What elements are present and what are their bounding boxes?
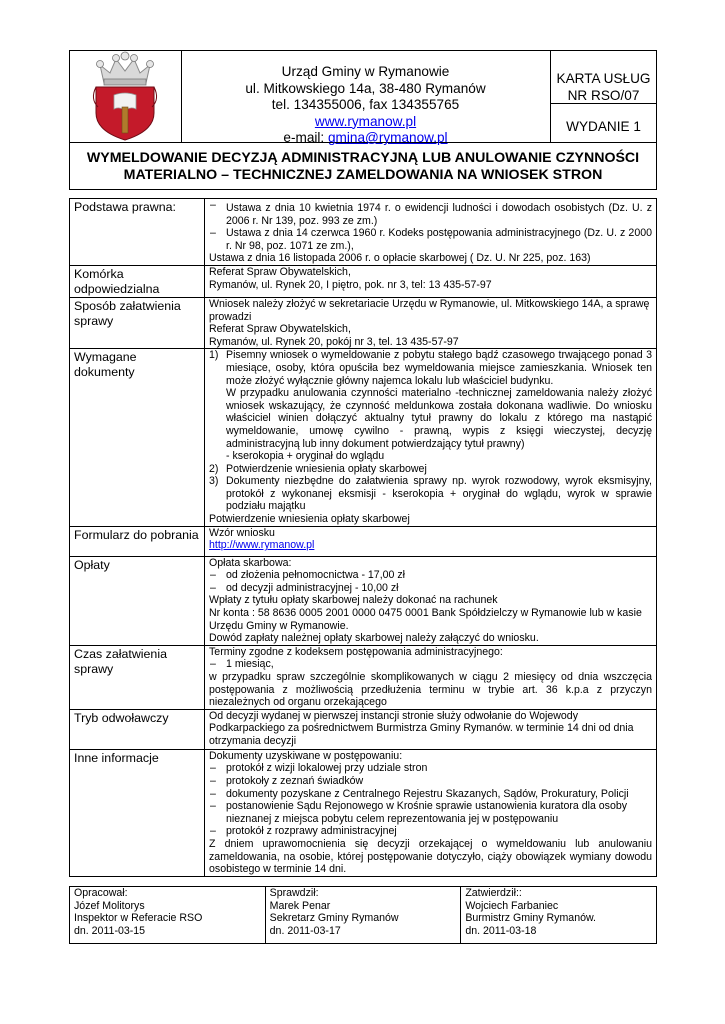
approved-role: Burmistrz Gminy Rymanów. xyxy=(465,912,596,925)
documents-number: 2) xyxy=(209,462,219,475)
other-item: – protokoły z zeznań świadków xyxy=(209,775,652,788)
documents-number: 3) xyxy=(209,475,219,488)
documents-label: Wymagane dokumenty xyxy=(70,349,205,526)
handling-line: Rymanów, ul. Rynek 20, pokój nr 3, tel. 13 435-57-97 xyxy=(209,335,459,348)
title-line-1: WYMELDOWANIE DECYZJĄ ADMINISTRACYJNĄ LUB ANULOWANIE CZYNNOŚCI xyxy=(86,150,640,166)
card-label: KARTA USŁUG xyxy=(556,71,651,86)
crown-icon xyxy=(97,52,154,85)
approved-label: Zatwierdził:: xyxy=(465,887,522,899)
other-item: – dokumenty pozyskane z Centralnego Rejestru Skazanych, Sądów, Prokuratury, Policji xyxy=(209,788,652,801)
documents-item: 3) Dokumenty niezbędne do załatwienia sprawy np. wyrok rozwodowy, wyrok eksmisyjny, protokół z wykonanej eksmisji - kserokopia + oryginał do wglądu, wyrok w sprawie podziału majątku xyxy=(209,475,652,513)
appeal-label: Tryb odwoławczy xyxy=(70,709,205,749)
edition-label: WYDANIE 1 xyxy=(566,119,641,134)
legal-basis-item: Ustawa z dnia 16 listopada 2006 r. o opłacie skarbowej ( Dz. U. Nr 225, poz. 163) xyxy=(209,252,591,265)
handling-line: Referat Spraw Obywatelskich, xyxy=(209,323,351,336)
row-appeal xyxy=(70,709,657,749)
row-handling xyxy=(70,297,657,348)
fees-label: Opłaty xyxy=(70,556,205,645)
email-link[interactable]: gmina@rymanow.pl xyxy=(328,130,448,145)
row-form xyxy=(70,526,657,556)
fees-intro: Opłata skarbowa: xyxy=(209,556,292,569)
unit-label: Komórka odpowiedzialna xyxy=(70,265,205,297)
office-phone: tel. 134355006, fax 134355765 xyxy=(271,97,460,112)
approved-by-cell xyxy=(461,887,657,944)
time-item: – 1 miesiąc, xyxy=(209,658,652,671)
other-item: – postanowienie Sądu Rejonowego w Krośnie sprawie ustanowienia kuratora dla osoby nieznanej z miejsca pobytu celem reprezentowania jej w postępowaniu xyxy=(209,800,652,825)
fees-item: – od decyzji administracyjnej - 10,00 zł xyxy=(209,582,652,595)
time-label: Czas załatwienia sprawy xyxy=(70,645,205,709)
prepared-role: Inspektor w Referacie RSO xyxy=(74,912,203,925)
unit-line: Referat Spraw Obywatelskich, xyxy=(209,265,351,278)
checked-date: dn. 2011-03-17 xyxy=(269,924,341,937)
legal-basis-label: Podstawa prawna: xyxy=(70,199,205,266)
other-closing: Z dniem uprawomocnienia się decyzji orzekającej o wymeldowaniu lub anulowaniu zameldowania, na osobie, której postępowanie dotyczyło, ciąży obowiązek wymiany dowodu osobistego w terminie 14 dni. xyxy=(209,837,652,876)
prepared-name: Józef Molitorys xyxy=(74,899,145,912)
checked-by-cell xyxy=(265,887,461,944)
document-title xyxy=(69,142,657,190)
checked-label: Sprawdził: xyxy=(269,887,319,899)
approval-footer xyxy=(69,886,657,944)
documents-number: 1) xyxy=(209,349,219,362)
form-download-link[interactable]: http://www.rymanow.pl xyxy=(209,539,315,552)
row-unit xyxy=(70,265,657,297)
other-intro: Dokumenty uzyskiwane w postępowaniu: xyxy=(209,749,403,762)
prepared-date: dn. 2011-03-15 xyxy=(74,924,146,937)
service-card-table xyxy=(69,198,657,877)
card-number-cell xyxy=(551,51,656,104)
fees-account: Nr konta : 58 8636 0005 2001 0000 0475 0001 Bank Spółdzielczy w Rymanowie lub w kasie Urzędu Gminy w Rymanowie. xyxy=(209,607,642,632)
handling-line: Wniosek należy złożyć w sekretariacie Urzędu w Rymanowie, ul. Mitkowskiego 14A, a sprawę prowadzi xyxy=(209,297,650,323)
row-legal-basis xyxy=(70,199,657,266)
coat-of-arms-logo xyxy=(70,51,181,142)
website-link[interactable]: www.rymanow.pl xyxy=(314,113,417,129)
approved-name: Wojciech Farbaniec xyxy=(465,899,559,912)
form-label: Formularz do pobrania xyxy=(70,526,205,556)
legal-basis-item: – Ustawa z dnia 10 kwietnia 1974 r. o ewidencji ludności i dowodach osobistych (Dz. U. z 2006 r. Nr 139, poz. 993 ze zm.) xyxy=(209,199,652,227)
form-name: Wzór wniosku xyxy=(209,526,275,539)
approved-date: dn. 2011-03-18 xyxy=(465,924,537,937)
row-time xyxy=(70,645,657,709)
appeal-text: Od decyzji wydanej w pierwszej instancji stronie służy odwołanie do Wojewody Podkarpackiego za pośrednictwem Burmistrza Gminy Rymanów. w terminie 14 dni od dnia otrzymania decyzji xyxy=(205,709,657,749)
header xyxy=(69,50,657,143)
office-address: ul. Mitkowskiego 14a, 38-480 Rymanów xyxy=(245,80,486,96)
documents-item: 2) Potwierdzenie wniesienia opłaty skarbowej xyxy=(209,462,427,475)
row-other xyxy=(70,749,657,876)
unit-line: Rymanów, ul. Rynek 20, I piętro, pok. nr 3, tel: 13 435-57-97 xyxy=(209,278,492,291)
fees-item: – od złożenia pełnomocnictwa - 17,00 zł xyxy=(209,569,652,582)
checked-name: Marek Penar xyxy=(269,899,331,912)
email-prefix: e-mail: xyxy=(283,130,328,145)
time-line: Terminy zgodne z kodeksem postępowania administracyjnego: xyxy=(209,645,503,658)
other-label: Inne informacje xyxy=(70,749,205,876)
edition-cell xyxy=(551,104,656,142)
office-name: Urząd Gminy w Rymanowie xyxy=(281,64,450,79)
time-line: w przypadku spraw szczególnie skomplikowanych w ciągu 2 miesięcy od dnia wszczęcia postępowania z możliwością przedłużenia terminu w trybie art. 36 k.p.a z przyczyn niezależnych od organu orzekającego xyxy=(209,671,652,709)
address-block xyxy=(181,51,551,145)
documents-item-detail: - kserokopia + oryginał do wglądu xyxy=(226,450,385,463)
logo-cell xyxy=(70,51,182,142)
row-fees xyxy=(70,556,657,645)
prepared-by-cell xyxy=(70,887,266,944)
title-line-2: MATERIALNO – TECHNICZNEJ ZAMELDOWANIA NA WNIOSEK STRON xyxy=(123,166,603,183)
handling-label: Sposób załatwienia sprawy xyxy=(70,297,205,348)
card-number: NR RSO/07 xyxy=(567,87,640,103)
checked-role: Sekretarz Gminy Rymanów xyxy=(269,912,399,925)
other-item: – protokół z rozprawy administracyjnej xyxy=(209,825,652,838)
legal-basis-item: – Ustawa z dnia 14 czerwca 1960 r. Kodeks postępowania administracyjnego (Dz. U. z 2000 r. Nr 98, poz. 1071 ze zm.), xyxy=(209,227,652,252)
prepared-label: Opracował: xyxy=(74,887,128,899)
fees-line: Wpłaty z tytułu opłaty skarbowej należy dokonać na rachunek xyxy=(209,594,498,607)
documents-item-detail: W przypadku anulowania czynności materialno -technicznej zameldowania należy złożyć wniosek wskazujący, że czynność meldunkowa została dokonana wadliwie. Do wniosku właściciel winien dołączyć aktualny tytuł prawny do lokalu z którego ma nastąpić wymeldowanie, umowę cywilno - prawną, wypis z księgi wieczystej, decyzję administracyjną lub inny dokument potwierdzający tytuł prawny) xyxy=(226,387,652,450)
documents-item: 1) Pisemny wniosek o wymeldowanie z pobytu stałego bądź czasowego trwającego ponad 3 miesiące, osoby, która opuściła bez wymeldowania miejsce zamieszkania. Wniosek ten może złożyć wyłącznie główny najemca lokalu lub właściciel budynku. xyxy=(209,349,652,387)
row-documents xyxy=(70,349,657,526)
documents-footer: Potwierdzenie wniesienia opłaty skarbowej xyxy=(209,513,410,526)
other-item: – protokół z wizji lokalowej przy udziale stron xyxy=(209,762,652,775)
fees-line: Dowód zapłaty należnej opłaty skarbowej należy załączyć do wniosku. xyxy=(209,632,539,645)
